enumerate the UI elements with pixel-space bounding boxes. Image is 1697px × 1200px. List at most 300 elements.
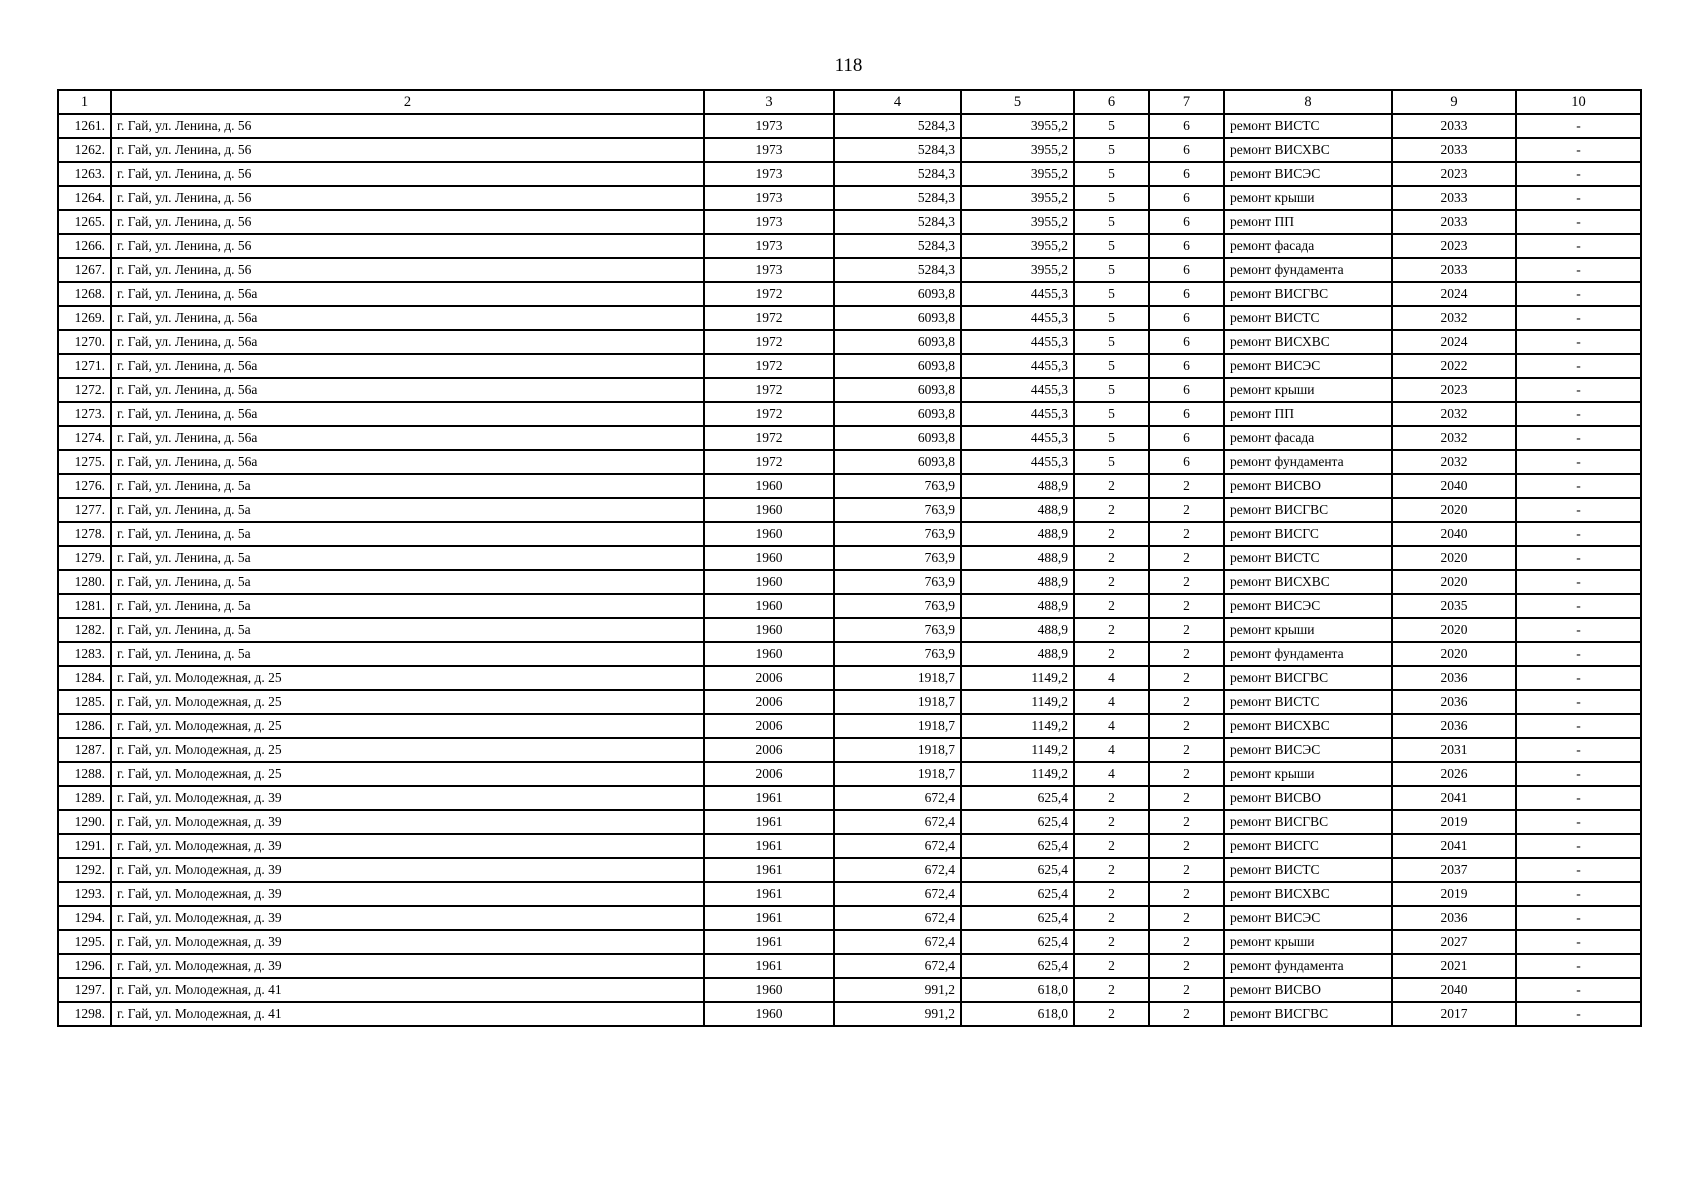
- column-header: 1: [58, 90, 111, 114]
- column-10-cell: -: [1516, 282, 1641, 306]
- column-10-cell: -: [1516, 138, 1641, 162]
- table-row: [58, 690, 1641, 714]
- address-cell: г. Гай, ул. Ленина, д. 56а: [111, 378, 704, 402]
- address-cell: г. Гай, ул. Молодежная, д. 39: [111, 906, 704, 930]
- living-area-cell: 1149,2: [961, 762, 1074, 786]
- work-type-cell: ремонт фундамента: [1224, 450, 1392, 474]
- living-area-cell: 625,4: [961, 834, 1074, 858]
- floors-cell: 2: [1074, 810, 1149, 834]
- year-built-cell: 1960: [704, 1002, 834, 1026]
- address-cell: г. Гай, ул. Молодежная, д. 25: [111, 666, 704, 690]
- year-built-cell: 1960: [704, 570, 834, 594]
- row-number-cell: 1276.: [58, 474, 111, 498]
- year-built-cell: 1961: [704, 882, 834, 906]
- column-10-cell: -: [1516, 858, 1641, 882]
- total-area-cell: 763,9: [834, 618, 961, 642]
- work-type-cell: ремонт ПП: [1224, 402, 1392, 426]
- column-10-cell: -: [1516, 906, 1641, 930]
- table-row: [58, 258, 1641, 282]
- column-7-cell: 6: [1149, 378, 1224, 402]
- column-10-cell: -: [1516, 954, 1641, 978]
- row-number-cell: 1283.: [58, 642, 111, 666]
- floors-cell: 2: [1074, 930, 1149, 954]
- column-10-cell: -: [1516, 306, 1641, 330]
- column-7-cell: 2: [1149, 834, 1224, 858]
- total-area-cell: 5284,3: [834, 114, 961, 138]
- table-row: [58, 474, 1641, 498]
- year-built-cell: 1973: [704, 138, 834, 162]
- floors-cell: 2: [1074, 546, 1149, 570]
- work-type-cell: ремонт фасада: [1224, 426, 1392, 450]
- column-header: 8: [1224, 90, 1392, 114]
- table-row: [58, 330, 1641, 354]
- row-number-cell: 1273.: [58, 402, 111, 426]
- work-type-cell: ремонт ВИСГВС: [1224, 1002, 1392, 1026]
- total-area-cell: 991,2: [834, 978, 961, 1002]
- floors-cell: 5: [1074, 282, 1149, 306]
- address-cell: г. Гай, ул. Молодежная, д. 39: [111, 858, 704, 882]
- floors-cell: 5: [1074, 210, 1149, 234]
- address-cell: г. Гай, ул. Молодежная, д. 25: [111, 714, 704, 738]
- year-built-cell: 1973: [704, 162, 834, 186]
- column-7-cell: 2: [1149, 642, 1224, 666]
- row-number-cell: 1269.: [58, 306, 111, 330]
- table-row: [58, 570, 1641, 594]
- column-7-cell: 2: [1149, 498, 1224, 522]
- row-number-cell: 1290.: [58, 810, 111, 834]
- floors-cell: 5: [1074, 234, 1149, 258]
- floors-cell: 5: [1074, 354, 1149, 378]
- year-built-cell: 1961: [704, 810, 834, 834]
- table-row: [58, 282, 1641, 306]
- column-10-cell: -: [1516, 474, 1641, 498]
- total-area-cell: 5284,3: [834, 186, 961, 210]
- floors-cell: 4: [1074, 738, 1149, 762]
- total-area-cell: 6093,8: [834, 426, 961, 450]
- column-7-cell: 6: [1149, 402, 1224, 426]
- row-number-cell: 1284.: [58, 666, 111, 690]
- living-area-cell: 488,9: [961, 570, 1074, 594]
- column-10-cell: -: [1516, 546, 1641, 570]
- floors-cell: 4: [1074, 690, 1149, 714]
- planned-year-cell: 2022: [1392, 354, 1516, 378]
- total-area-cell: 6093,8: [834, 378, 961, 402]
- total-area-cell: 6093,8: [834, 330, 961, 354]
- row-number-cell: 1298.: [58, 1002, 111, 1026]
- total-area-cell: 672,4: [834, 882, 961, 906]
- living-area-cell: 1149,2: [961, 666, 1074, 690]
- row-number-cell: 1280.: [58, 570, 111, 594]
- row-number-cell: 1286.: [58, 714, 111, 738]
- row-number-cell: 1294.: [58, 906, 111, 930]
- total-area-cell: 672,4: [834, 810, 961, 834]
- year-built-cell: 1961: [704, 930, 834, 954]
- work-type-cell: ремонт фундамента: [1224, 642, 1392, 666]
- living-area-cell: 3955,2: [961, 210, 1074, 234]
- table-row: [58, 210, 1641, 234]
- table-row: [58, 762, 1641, 786]
- planned-year-cell: 2027: [1392, 930, 1516, 954]
- year-built-cell: 1960: [704, 498, 834, 522]
- floors-cell: 5: [1074, 162, 1149, 186]
- column-7-cell: 6: [1149, 114, 1224, 138]
- planned-year-cell: 2035: [1392, 594, 1516, 618]
- floors-cell: 5: [1074, 402, 1149, 426]
- living-area-cell: 625,4: [961, 906, 1074, 930]
- planned-year-cell: 2036: [1392, 690, 1516, 714]
- work-type-cell: ремонт ВИСЭС: [1224, 594, 1392, 618]
- year-built-cell: 1972: [704, 354, 834, 378]
- planned-year-cell: 2033: [1392, 138, 1516, 162]
- address-cell: г. Гай, ул. Ленина, д. 5а: [111, 474, 704, 498]
- column-10-cell: -: [1516, 162, 1641, 186]
- column-7-cell: 2: [1149, 618, 1224, 642]
- work-type-cell: ремонт ВИСТС: [1224, 306, 1392, 330]
- table-header: [58, 90, 1641, 114]
- table-row: [58, 738, 1641, 762]
- floors-cell: 2: [1074, 978, 1149, 1002]
- row-number-cell: 1272.: [58, 378, 111, 402]
- address-cell: г. Гай, ул. Ленина, д. 56а: [111, 426, 704, 450]
- total-area-cell: 1918,7: [834, 690, 961, 714]
- row-number-cell: 1296.: [58, 954, 111, 978]
- living-area-cell: 625,4: [961, 954, 1074, 978]
- column-10-cell: -: [1516, 378, 1641, 402]
- row-number-cell: 1270.: [58, 330, 111, 354]
- work-type-cell: ремонт ВИСХВС: [1224, 330, 1392, 354]
- address-cell: г. Гай, ул. Ленина, д. 56: [111, 186, 704, 210]
- column-header: 9: [1392, 90, 1516, 114]
- column-7-cell: 6: [1149, 186, 1224, 210]
- total-area-cell: 1918,7: [834, 738, 961, 762]
- address-cell: г. Гай, ул. Ленина, д. 5а: [111, 642, 704, 666]
- total-area-cell: 5284,3: [834, 234, 961, 258]
- living-area-cell: 4455,3: [961, 306, 1074, 330]
- year-built-cell: 1960: [704, 642, 834, 666]
- planned-year-cell: 2033: [1392, 258, 1516, 282]
- living-area-cell: 3955,2: [961, 186, 1074, 210]
- floors-cell: 2: [1074, 858, 1149, 882]
- column-7-cell: 2: [1149, 762, 1224, 786]
- row-number-cell: 1277.: [58, 498, 111, 522]
- living-area-cell: 488,9: [961, 594, 1074, 618]
- column-7-cell: 6: [1149, 306, 1224, 330]
- year-built-cell: 1961: [704, 906, 834, 930]
- total-area-cell: 5284,3: [834, 138, 961, 162]
- column-10-cell: -: [1516, 690, 1641, 714]
- table-row: [58, 402, 1641, 426]
- work-type-cell: ремонт ВИСГВС: [1224, 810, 1392, 834]
- column-10-cell: -: [1516, 738, 1641, 762]
- floors-cell: 5: [1074, 258, 1149, 282]
- living-area-cell: 625,4: [961, 930, 1074, 954]
- row-number-cell: 1263.: [58, 162, 111, 186]
- year-built-cell: 1961: [704, 786, 834, 810]
- floors-cell: 2: [1074, 1002, 1149, 1026]
- work-type-cell: ремонт крыши: [1224, 618, 1392, 642]
- planned-year-cell: 2021: [1392, 954, 1516, 978]
- floors-cell: 5: [1074, 330, 1149, 354]
- table-row: [58, 810, 1641, 834]
- work-type-cell: ремонт ВИСТС: [1224, 690, 1392, 714]
- address-cell: г. Гай, ул. Молодежная, д. 25: [111, 762, 704, 786]
- living-area-cell: 3955,2: [961, 114, 1074, 138]
- row-number-cell: 1281.: [58, 594, 111, 618]
- column-7-cell: 6: [1149, 354, 1224, 378]
- column-header: 6: [1074, 90, 1149, 114]
- living-area-cell: 4455,3: [961, 402, 1074, 426]
- table-row: [58, 498, 1641, 522]
- column-10-cell: -: [1516, 594, 1641, 618]
- address-cell: г. Гай, ул. Ленина, д. 56а: [111, 282, 704, 306]
- column-7-cell: 2: [1149, 738, 1224, 762]
- planned-year-cell: 2040: [1392, 978, 1516, 1002]
- floors-cell: 2: [1074, 474, 1149, 498]
- column-7-cell: 2: [1149, 930, 1224, 954]
- row-number-cell: 1262.: [58, 138, 111, 162]
- row-number-cell: 1264.: [58, 186, 111, 210]
- year-built-cell: 1961: [704, 858, 834, 882]
- living-area-cell: 3955,2: [961, 234, 1074, 258]
- table-row: [58, 906, 1641, 930]
- column-10-cell: -: [1516, 978, 1641, 1002]
- row-number-cell: 1266.: [58, 234, 111, 258]
- row-number-cell: 1271.: [58, 354, 111, 378]
- address-cell: г. Гай, ул. Ленина, д. 5а: [111, 570, 704, 594]
- table-row: [58, 954, 1641, 978]
- work-type-cell: ремонт фасада: [1224, 234, 1392, 258]
- column-10-cell: -: [1516, 450, 1641, 474]
- planned-year-cell: 2023: [1392, 378, 1516, 402]
- planned-year-cell: 2020: [1392, 642, 1516, 666]
- planned-year-cell: 2020: [1392, 570, 1516, 594]
- floors-cell: 4: [1074, 666, 1149, 690]
- column-10-cell: -: [1516, 786, 1641, 810]
- column-7-cell: 2: [1149, 690, 1224, 714]
- total-area-cell: 6093,8: [834, 402, 961, 426]
- work-type-cell: ремонт крыши: [1224, 378, 1392, 402]
- planned-year-cell: 2020: [1392, 546, 1516, 570]
- year-built-cell: 2006: [704, 690, 834, 714]
- table-row: [58, 618, 1641, 642]
- row-number-cell: 1279.: [58, 546, 111, 570]
- work-type-cell: ремонт ВИСГС: [1224, 834, 1392, 858]
- table-row: [58, 162, 1641, 186]
- planned-year-cell: 2031: [1392, 738, 1516, 762]
- floors-cell: 2: [1074, 882, 1149, 906]
- page-number: 118: [834, 55, 863, 76]
- row-number-cell: 1285.: [58, 690, 111, 714]
- living-area-cell: 488,9: [961, 498, 1074, 522]
- living-area-cell: 625,4: [961, 858, 1074, 882]
- living-area-cell: 1149,2: [961, 738, 1074, 762]
- row-number-cell: 1287.: [58, 738, 111, 762]
- total-area-cell: 763,9: [834, 498, 961, 522]
- row-number-cell: 1268.: [58, 282, 111, 306]
- planned-year-cell: 2017: [1392, 1002, 1516, 1026]
- floors-cell: 2: [1074, 594, 1149, 618]
- address-cell: г. Гай, ул. Ленина, д. 56: [111, 258, 704, 282]
- year-built-cell: 1973: [704, 234, 834, 258]
- row-number-cell: 1267.: [58, 258, 111, 282]
- total-area-cell: 1918,7: [834, 666, 961, 690]
- column-7-cell: 6: [1149, 426, 1224, 450]
- planned-year-cell: 2023: [1392, 162, 1516, 186]
- column-7-cell: 6: [1149, 282, 1224, 306]
- column-10-cell: -: [1516, 234, 1641, 258]
- living-area-cell: 488,9: [961, 474, 1074, 498]
- row-number-cell: 1291.: [58, 834, 111, 858]
- total-area-cell: 6093,8: [834, 306, 961, 330]
- floors-cell: 2: [1074, 954, 1149, 978]
- work-type-cell: ремонт ВИСХВС: [1224, 714, 1392, 738]
- table-row: [58, 714, 1641, 738]
- total-area-cell: 672,4: [834, 954, 961, 978]
- row-number-cell: 1261.: [58, 114, 111, 138]
- planned-year-cell: 2024: [1392, 282, 1516, 306]
- planned-year-cell: 2019: [1392, 882, 1516, 906]
- work-type-cell: ремонт ПП: [1224, 210, 1392, 234]
- table-row: [58, 930, 1641, 954]
- living-area-cell: 3955,2: [961, 258, 1074, 282]
- row-number-cell: 1265.: [58, 210, 111, 234]
- year-built-cell: 2006: [704, 666, 834, 690]
- column-7-cell: 6: [1149, 234, 1224, 258]
- column-header: 2: [111, 90, 704, 114]
- year-built-cell: 1972: [704, 450, 834, 474]
- table-row: [58, 450, 1641, 474]
- work-type-cell: ремонт ВИСЭС: [1224, 738, 1392, 762]
- work-type-cell: ремонт ВИСЭС: [1224, 906, 1392, 930]
- floors-cell: 5: [1074, 378, 1149, 402]
- column-7-cell: 6: [1149, 258, 1224, 282]
- work-type-cell: ремонт фундамента: [1224, 954, 1392, 978]
- living-area-cell: 3955,2: [961, 162, 1074, 186]
- table-row: [58, 786, 1641, 810]
- year-built-cell: 1972: [704, 306, 834, 330]
- column-7-cell: 2: [1149, 546, 1224, 570]
- total-area-cell: 1918,7: [834, 762, 961, 786]
- total-area-cell: 672,4: [834, 930, 961, 954]
- column-7-cell: 2: [1149, 858, 1224, 882]
- address-cell: г. Гай, ул. Молодежная, д. 41: [111, 1002, 704, 1026]
- column-header: 4: [834, 90, 961, 114]
- column-7-cell: 6: [1149, 138, 1224, 162]
- column-10-cell: -: [1516, 258, 1641, 282]
- planned-year-cell: 2040: [1392, 474, 1516, 498]
- column-7-cell: 6: [1149, 330, 1224, 354]
- column-10-cell: -: [1516, 330, 1641, 354]
- row-number-cell: 1292.: [58, 858, 111, 882]
- table-row: [58, 666, 1641, 690]
- total-area-cell: 6093,8: [834, 354, 961, 378]
- column-7-cell: 2: [1149, 1002, 1224, 1026]
- capital-repair-table: [57, 89, 1642, 1027]
- floors-cell: 2: [1074, 618, 1149, 642]
- address-cell: г. Гай, ул. Ленина, д. 56а: [111, 306, 704, 330]
- total-area-cell: 763,9: [834, 642, 961, 666]
- address-cell: г. Гай, ул. Молодежная, д. 39: [111, 882, 704, 906]
- total-area-cell: 672,4: [834, 834, 961, 858]
- planned-year-cell: 2032: [1392, 450, 1516, 474]
- column-10-cell: -: [1516, 810, 1641, 834]
- floors-cell: 2: [1074, 522, 1149, 546]
- work-type-cell: ремонт ВИСЭС: [1224, 162, 1392, 186]
- table-row: [58, 354, 1641, 378]
- total-area-cell: 991,2: [834, 1002, 961, 1026]
- planned-year-cell: 2020: [1392, 498, 1516, 522]
- table-row: [58, 1002, 1641, 1026]
- column-header: 5: [961, 90, 1074, 114]
- year-built-cell: 1973: [704, 258, 834, 282]
- column-10-cell: -: [1516, 210, 1641, 234]
- table-row: [58, 594, 1641, 618]
- living-area-cell: 488,9: [961, 642, 1074, 666]
- table-row: [58, 114, 1641, 138]
- column-10-cell: -: [1516, 666, 1641, 690]
- row-number-cell: 1275.: [58, 450, 111, 474]
- living-area-cell: 625,4: [961, 786, 1074, 810]
- address-cell: г. Гай, ул. Молодежная, д. 39: [111, 930, 704, 954]
- planned-year-cell: 2036: [1392, 666, 1516, 690]
- address-cell: г. Гай, ул. Молодежная, д. 39: [111, 954, 704, 978]
- year-built-cell: 1960: [704, 546, 834, 570]
- table-row: [58, 138, 1641, 162]
- column-10-cell: -: [1516, 714, 1641, 738]
- living-area-cell: 488,9: [961, 546, 1074, 570]
- work-type-cell: ремонт фундамента: [1224, 258, 1392, 282]
- total-area-cell: 672,4: [834, 906, 961, 930]
- address-cell: г. Гай, ул. Ленина, д. 56а: [111, 402, 704, 426]
- column-7-cell: 2: [1149, 954, 1224, 978]
- address-cell: г. Гай, ул. Ленина, д. 56: [111, 114, 704, 138]
- work-type-cell: ремонт ВИСГВС: [1224, 666, 1392, 690]
- column-10-cell: -: [1516, 186, 1641, 210]
- planned-year-cell: 2032: [1392, 402, 1516, 426]
- row-number-cell: 1282.: [58, 618, 111, 642]
- floors-cell: 4: [1074, 762, 1149, 786]
- table-row: [58, 834, 1641, 858]
- year-built-cell: 2006: [704, 762, 834, 786]
- column-7-cell: 2: [1149, 594, 1224, 618]
- address-cell: г. Гай, ул. Молодежная, д. 39: [111, 834, 704, 858]
- year-built-cell: 1960: [704, 618, 834, 642]
- column-7-cell: 6: [1149, 162, 1224, 186]
- total-area-cell: 763,9: [834, 522, 961, 546]
- living-area-cell: 625,4: [961, 882, 1074, 906]
- year-built-cell: 1960: [704, 522, 834, 546]
- year-built-cell: 1972: [704, 282, 834, 306]
- column-header: 7: [1149, 90, 1224, 114]
- planned-year-cell: 2041: [1392, 834, 1516, 858]
- living-area-cell: 618,0: [961, 1002, 1074, 1026]
- floors-cell: 5: [1074, 450, 1149, 474]
- year-built-cell: 1973: [704, 210, 834, 234]
- column-7-cell: 2: [1149, 522, 1224, 546]
- row-number-cell: 1289.: [58, 786, 111, 810]
- address-cell: г. Гай, ул. Ленина, д. 56а: [111, 330, 704, 354]
- column-header: 3: [704, 90, 834, 114]
- floors-cell: 5: [1074, 138, 1149, 162]
- column-7-cell: 2: [1149, 570, 1224, 594]
- work-type-cell: ремонт ВИСХВС: [1224, 882, 1392, 906]
- address-cell: г. Гай, ул. Ленина, д. 56: [111, 210, 704, 234]
- column-10-cell: -: [1516, 426, 1641, 450]
- year-built-cell: 2006: [704, 738, 834, 762]
- table-row: [58, 306, 1641, 330]
- floors-cell: 4: [1074, 714, 1149, 738]
- total-area-cell: 5284,3: [834, 162, 961, 186]
